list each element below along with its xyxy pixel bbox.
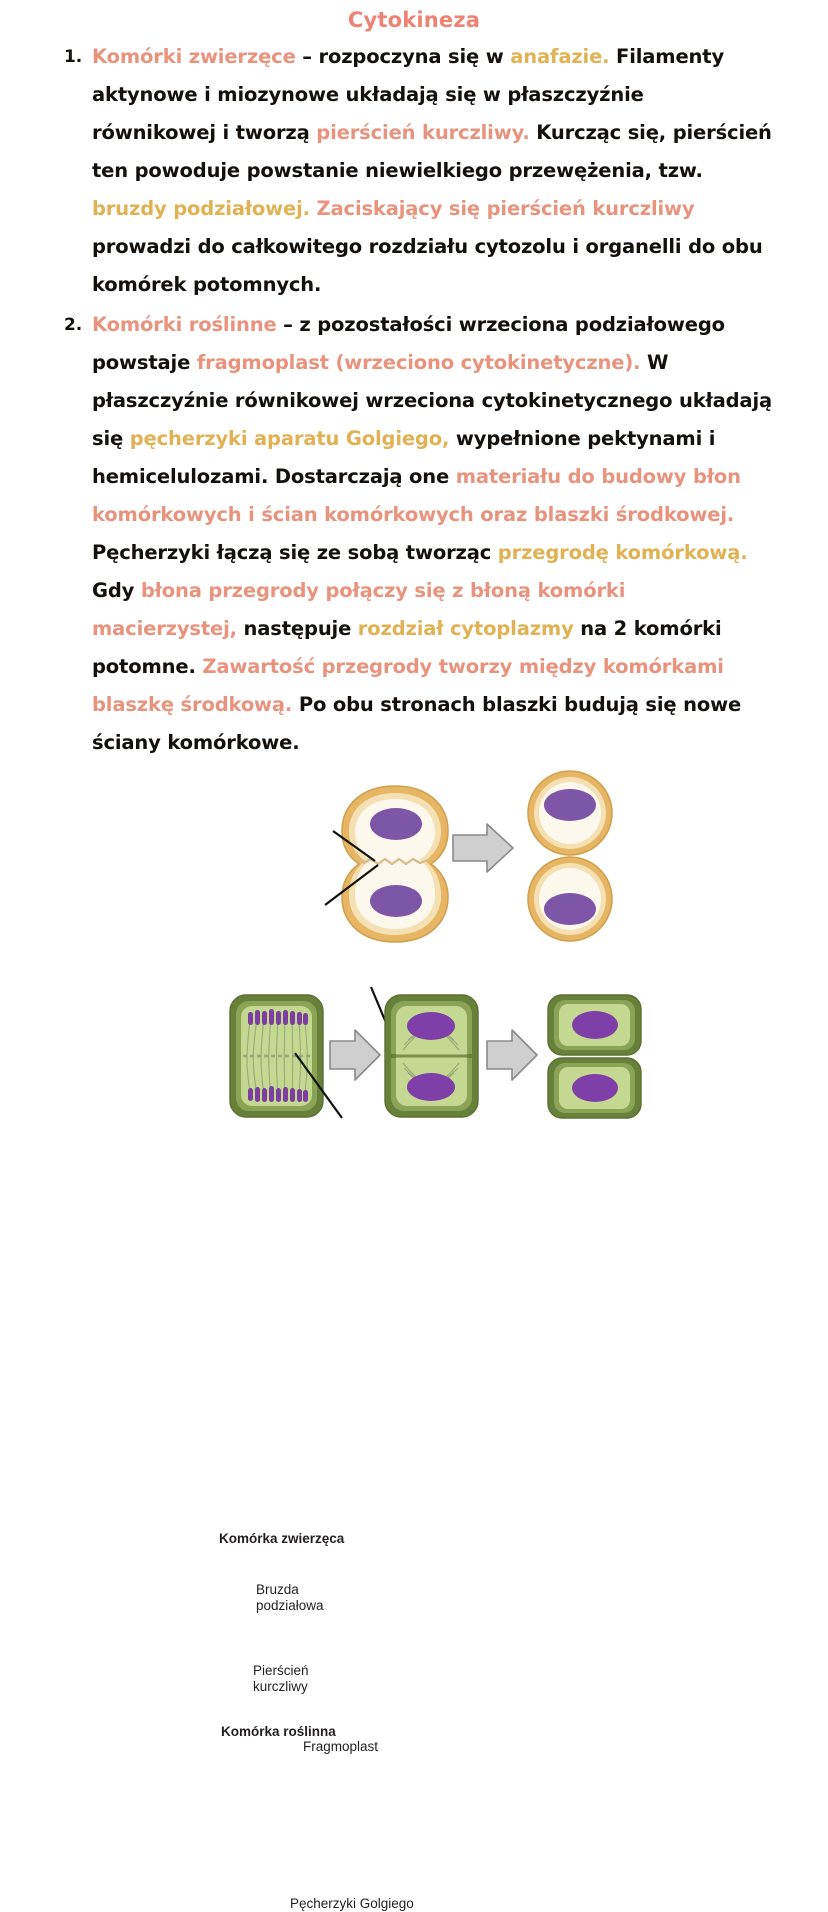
note-2-run-1: – z pozostałości wrzeciona podziałowego powstaje	[92, 313, 725, 374]
note-2-run-3: W płaszczyźnie równikowej wrzeciona cytokinetycznego układają się	[92, 351, 772, 450]
annotation-pierscien-line1: Pierścień	[253, 1663, 309, 1678]
note-1-run-4: pierścień kurczliwy.	[316, 121, 530, 144]
animal-daughter-nucleus-top	[544, 789, 596, 821]
note-2-run-14: Zawartość przegrody tworzy między komórkami blaszkę środkową.	[92, 655, 724, 716]
plant-daughter-cell-top	[548, 995, 641, 1055]
animal-daughter-cell-top	[528, 771, 612, 855]
note-2-run-8: przegrodę komórkową.	[497, 541, 748, 564]
animal-daughter-nucleus-bottom	[544, 893, 596, 925]
annotation-pecherzyki-golgiego: Pęcherzyki Golgiego	[290, 1896, 414, 1911]
animal-transition-arrow	[453, 824, 513, 872]
plant-nucleus-bottom-2	[407, 1073, 455, 1101]
animal-nucleus-bottom	[370, 885, 422, 917]
note-2-run-11: następuje	[236, 617, 358, 640]
plant-transition-arrow-1	[330, 1030, 380, 1080]
annotation-bruzda-line2: podziałowa	[256, 1598, 324, 1613]
annotation-pierscien-line2: kurczliwy	[253, 1679, 308, 1694]
note-2-run-12: rozdział cytoplazmy	[357, 617, 574, 640]
note-1-run-9: prowadzi do całkowitego rozdziału cytozolu i organelli do obu komórek potomnych.	[92, 235, 763, 296]
note-2-run-15: Po obu stronach blaszki budują się nowe ściany komórkowe.	[92, 693, 742, 754]
note-2-run-6: materiału do budowy błon komórkowych i ścian komórkowych oraz blaszki środkowej.	[92, 465, 741, 526]
plant-cell-heading: Komórka roślinna	[221, 1724, 336, 1739]
annotation-fragmoplast: Fragmoplast	[303, 1739, 379, 1754]
note-1-run-1: – rozpoczyna się w	[295, 45, 511, 68]
note-2-run-4: pęcherzyki aparatu Golgiego,	[129, 427, 450, 450]
note-1-run-8: Zaciskający się pierścień kurczliwy	[316, 197, 695, 220]
animal-cell-dividing	[342, 786, 448, 942]
note-1-run-6: bruzdy podziałowej.	[92, 197, 310, 220]
annotation-pierscien-kurczliwy	[253, 1663, 309, 1695]
plant-cell-stage-2	[385, 995, 478, 1117]
note-2-run-5: wypełnione pektynami i hemicelulozami. Dostarczają one	[92, 427, 716, 488]
note-1-run-5: Kurcząc się, pierścień ten powoduje powstanie niewielkiego przewężenia, tzw.	[92, 121, 772, 182]
plant-daughter-nucleus-top	[572, 1011, 618, 1039]
plant-daughter-nucleus-bottom	[572, 1074, 618, 1102]
plant-daughter-cell-bottom	[548, 1058, 641, 1118]
plant-nucleus-top-2	[407, 1012, 455, 1040]
cytokinesis-diagram	[0, 764, 828, 1911]
note-1-run-0: Komórki zwierzęce	[92, 45, 296, 68]
note-2-run-13: na 2 komórki potomne.	[92, 617, 722, 678]
page-title: Cytokineza	[347, 8, 481, 32]
note-1-run-3: Filamenty aktynowe i miozynowe układają się w płaszczyźnie równikowej i tworzą	[92, 45, 725, 144]
animal-nucleus-top	[370, 808, 422, 840]
plant-transition-arrow-2	[487, 1030, 537, 1080]
annotation-bruzda-podzialowa	[256, 1582, 324, 1614]
animal-daughter-cell-bottom	[528, 857, 612, 941]
note-2-run-9: Gdy	[92, 579, 141, 602]
note-2-run-2: fragmoplast (wrzeciono cytokinetyczne).	[196, 351, 641, 374]
note-2-run-7: Pęcherzyki łączą się ze sobą tworząc	[92, 541, 498, 564]
note-1-run-2: anafazie.	[510, 45, 610, 68]
annotation-bruzda-line1: Bruzda	[256, 1582, 299, 1597]
animal-cell-heading: Komórka zwierzęca	[219, 1531, 345, 1546]
plant-cell-stage-1	[230, 995, 323, 1117]
note-2-run-0: Komórki roślinne	[92, 313, 277, 336]
note-2-run-10: błona przegrody połączy się z błoną komórki macierzystej,	[92, 579, 626, 640]
